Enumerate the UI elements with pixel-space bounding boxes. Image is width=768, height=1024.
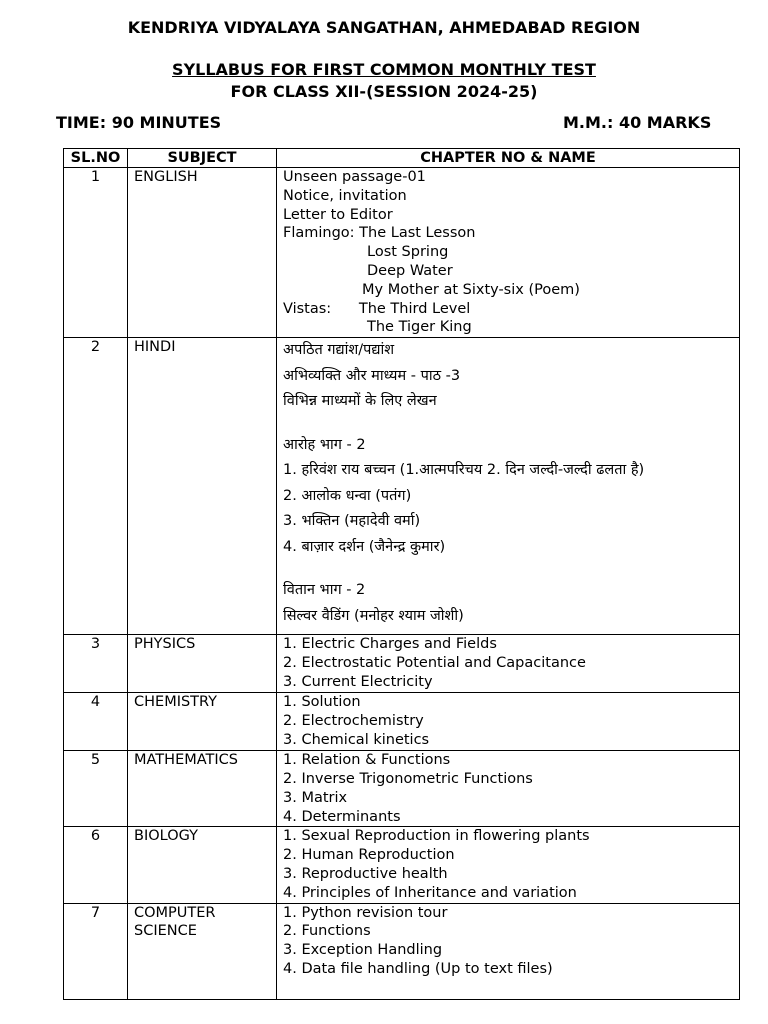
row-slno [64,635,128,693]
chapter-item: 2. Functions [283,923,371,940]
table-row [64,338,740,635]
chapter-item: 1. Relation & Functions [283,752,451,769]
slno-text: 3 [90,636,101,653]
chapter-item: 1. Electric Charges and Fields [283,636,497,653]
slno-text: 1 [90,169,101,185]
syllabus-title: SYLLABUS FOR FIRST COMMON MONTHLY TEST [172,60,596,79]
slno-text: 6 [90,828,101,845]
subject-text: SCIENCE [134,923,197,940]
row-chapters [277,903,740,999]
slno-text: 2 [90,339,101,356]
row-slno [64,693,128,751]
chapter-item: 4. Determinants [283,808,401,825]
subject-text: HINDI [134,339,176,356]
chapter-item: Unseen passage-01 [283,169,426,185]
chapter-item: 1. हरिवंश राय बच्चन (1.आत्मपरिचय 2. दिन जल्दी-जल्दी ढलता है) [283,462,645,479]
chapter-item: 2. Human Reproduction [283,847,455,864]
row-subject [128,903,277,999]
chapter-item: The Tiger King [367,319,472,336]
chapter-item: 2. Electrostatic Potential and Capacitance [283,654,586,671]
subject-text: MATHEMATICS [134,752,238,769]
chapter-item: 3. Current Electricity [283,673,433,690]
row-slno [64,338,128,635]
chapter-item: 3. Chemical kinetics [283,731,430,748]
chapter-item: 4. बाज़ार दर्शन (जैनेन्द्र कुमार) [283,538,446,555]
slno-text: 7 [90,904,101,921]
chapter-item: 4. Data file handling (Up to text files) [283,960,553,977]
subject-text: CHEMISTRY [134,694,218,711]
max-marks: M.M.: 40 MARKS [563,113,712,132]
row-slno [64,827,128,903]
table-row [64,751,740,827]
slno-text: 4 [90,694,101,711]
row-subject [128,168,277,338]
row-subject [128,751,277,827]
chapter-item: Deep Water [367,262,453,279]
table-row [64,827,740,903]
chapter-item: अपठित गद्यांश/पद्यांश [283,342,395,359]
chapter-item: 3. Matrix [283,789,348,806]
chapter-item: 3. Reproductive health [283,865,448,882]
syllabus-table [63,148,740,1000]
table-row [64,635,740,693]
subject-text: COMPUTER [134,904,216,921]
chapter-item: 2. Electrochemistry [283,712,424,729]
spacer [283,560,739,578]
chapter-item: Notice, invitation [283,187,407,204]
table-header-row [64,149,740,168]
chapter-item: Vistas: The Third Level [283,300,471,317]
chapter-item: 3. भक्तिन (महादेवी वर्मा) [283,513,421,530]
spacer [283,415,739,433]
row-subject [128,635,277,693]
chapter-item: आरोह भाग - 2 [283,436,366,453]
chapter-item: 1. Sexual Reproduction in flowering plants [283,828,590,845]
column-header-subject: SUBJECT [128,149,277,168]
row-chapters [277,168,740,338]
chapter-item: विभिन्न माध्यमों के लिए लेखन [283,393,437,410]
row-slno [64,751,128,827]
column-header-slno: SL.NO [64,149,128,168]
chapter-item: 2. Inverse Trigonometric Functions [283,770,533,787]
row-subject [128,338,277,635]
chapter-item: सिल्वर वैडिंग (मनोहर श्याम जोशी) [283,607,464,624]
row-chapters [277,827,740,903]
chapter-item: Lost Spring [367,244,449,261]
row-subject [128,693,277,751]
table-row [64,168,740,338]
slno-text: 5 [90,752,101,769]
row-subject [128,827,277,903]
subject-text: PHYSICS [134,636,196,653]
class-session-subtitle: FOR CLASS XII-(SESSION 2024-25) [230,82,538,101]
org-heading: KENDRIYA VIDYALAYA SANGATHAN, AHMEDABAD REGION [127,18,641,37]
row-chapters [277,693,740,751]
chapter-item: Flamingo: The Last Lesson [283,225,476,242]
row-chapters [277,338,740,635]
row-chapters [277,635,740,693]
chapter-item: My Mother at Sixty-six (Poem) [362,281,580,298]
table-row [64,903,740,999]
chapter-item: Letter to Editor [283,206,393,223]
column-header-chapters: CHAPTER NO & NAME [277,149,740,168]
row-slno [64,903,128,999]
chapter-item: अभिव्यक्ति और माध्यम - पाठ -3 [283,367,461,384]
chapter-item: 1. Python revision tour [283,904,448,921]
chapter-item: 2. आलोक धन्वा (पतंग) [283,487,412,504]
exam-time: TIME: 90 MINUTES [56,113,222,132]
row-chapters [277,751,740,827]
row-slno [64,168,128,338]
subject-text: BIOLOGY [134,828,198,845]
subject-text: ENGLISH [134,169,198,185]
table-row [64,693,740,751]
chapter-item: 3. Exception Handling [283,942,443,959]
chapter-item: 4. Principles of Inheritance and variation [283,884,577,901]
chapter-item: 1. Solution [283,694,361,711]
chapter-item: वितान भाग - 2 [283,582,366,599]
